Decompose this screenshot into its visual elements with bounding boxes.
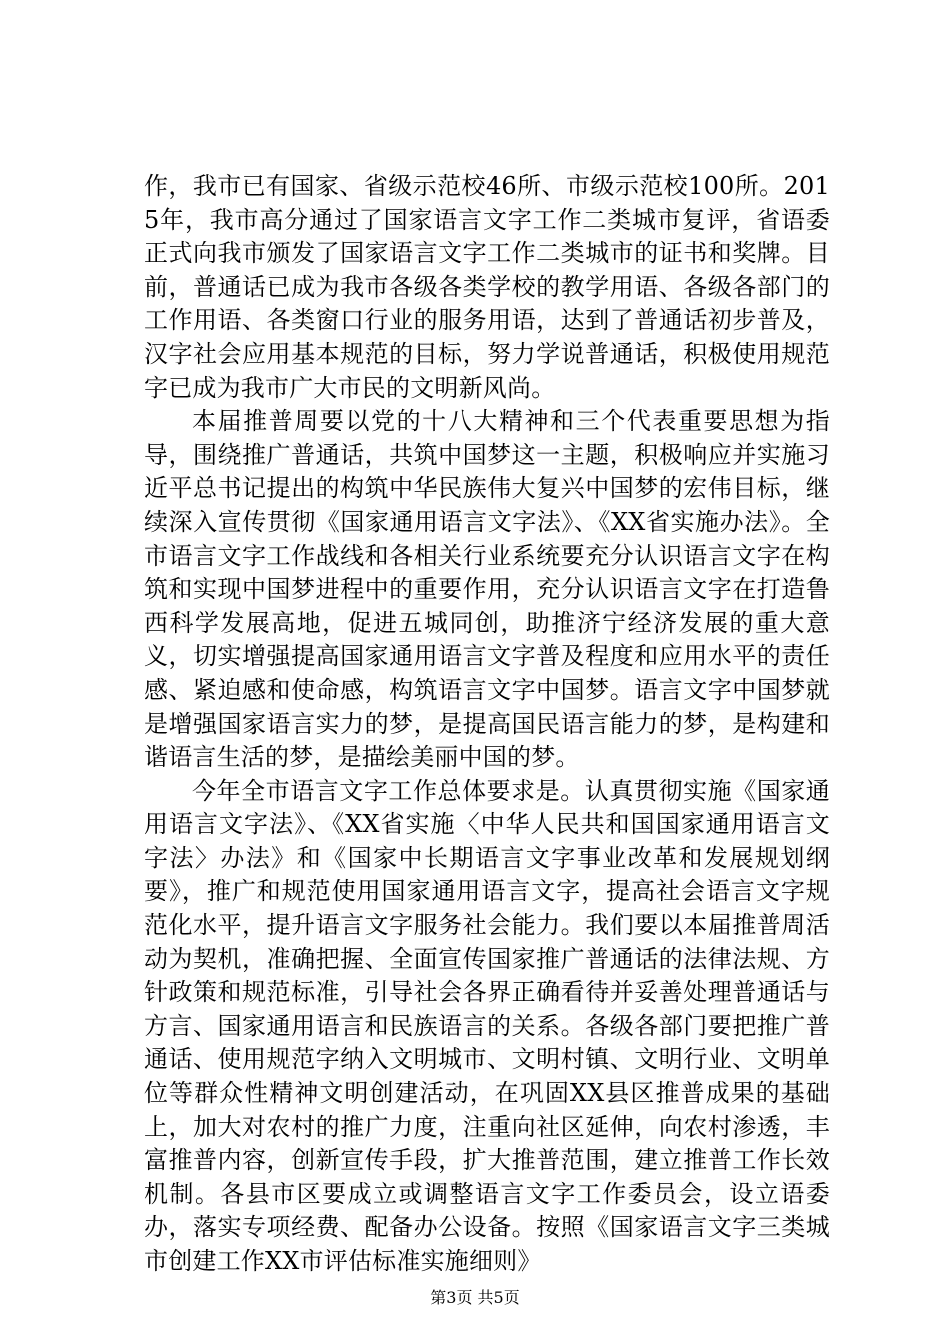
paragraph-continuation: 作，我市已有国家、省级示范校46所、市级示范校100所。2015年，我市高分通过了国家语言文字工作二类城市复评，省语委正式向我市颁发了国家语言文字工作二类城市的证书和奖牌。目前，普通话已成为我市各级各类学校的教学用语、各级各部门的工作用语、各类窗口行业的服务用语，达到了普通话初步普及，汉字社会应用基本规范的目标，努力学说普通话，积极使用规范字已成为我市广大市民的文明新风尚。	[144, 172, 830, 402]
page-footer: 第3页 共5页	[430, 1288, 520, 1307]
paragraph-annual-requirements: 今年全市语言文字工作总体要求是。认真贯彻实施《国家通用语言文字法》、《XX省实施〈中华人民共和国国家通用语言文字法〉办法》和《国家中长期语言文字事业改革和发展规划纲要》，推广和规范使用国家通用语言文字，提高社会语言文字规范化水平，提升语言文字服务社会能力。我们要以本届推普周活动为契机，准确把握、全面宣传国家推广普通话的法律法规、方针政策和规范标准，引导社会各界正确看待并妥善处理普通话与方言、国家通用语言和民族语言的关系。各级各部门要把推广普通话、使用规范字纳入文明城市、文明村镇、文明行业、文明单位等群众性精神文明创建活动，在巩固XX县区推普成果的基础上，加大对农村的推广力度，注重向社区延伸，向农村渗透，丰富推普内容，创新宣传手段，扩大推普范围，建立推普工作长效机制。各县市区要成立或调整语言文字工作委员会，设立语委办，落实专项经费、配备办公设备。按照《国家语言文字三类城市创建工作XX市评估标准实施细则》	[144, 776, 830, 1275]
paragraph-promotion-week: 本届推普周要以党的十八大精神和三个代表重要思想为指导，围绕推广普通话，共筑中国梦这一主题，积极响应并实施习近平总书记提出的构筑中华民族伟大复兴中国梦的宏伟目标，继续深入宣传贯彻《国家通用语言文字法》、《XX省实施办法》。全市语言文字工作战线和各相关行业系统要充分认识语言文字在构筑和实现中国梦进程中的重要作用，充分认识语言文字在打造鲁西科学发展高地，促进五城同创，助推济宁经济发展的重大意义，切实增强提高国家通用语言文字普及程度和应用水平的责任感、紧迫感和使命感，构筑语言文字中国梦。语言文字中国梦就是增强国家语言实力的梦，是提高国民语言能力的梦，是构建和谐语言生活的梦，是描绘美丽中国的梦。	[144, 407, 830, 772]
document-body	[144, 170, 830, 1279]
